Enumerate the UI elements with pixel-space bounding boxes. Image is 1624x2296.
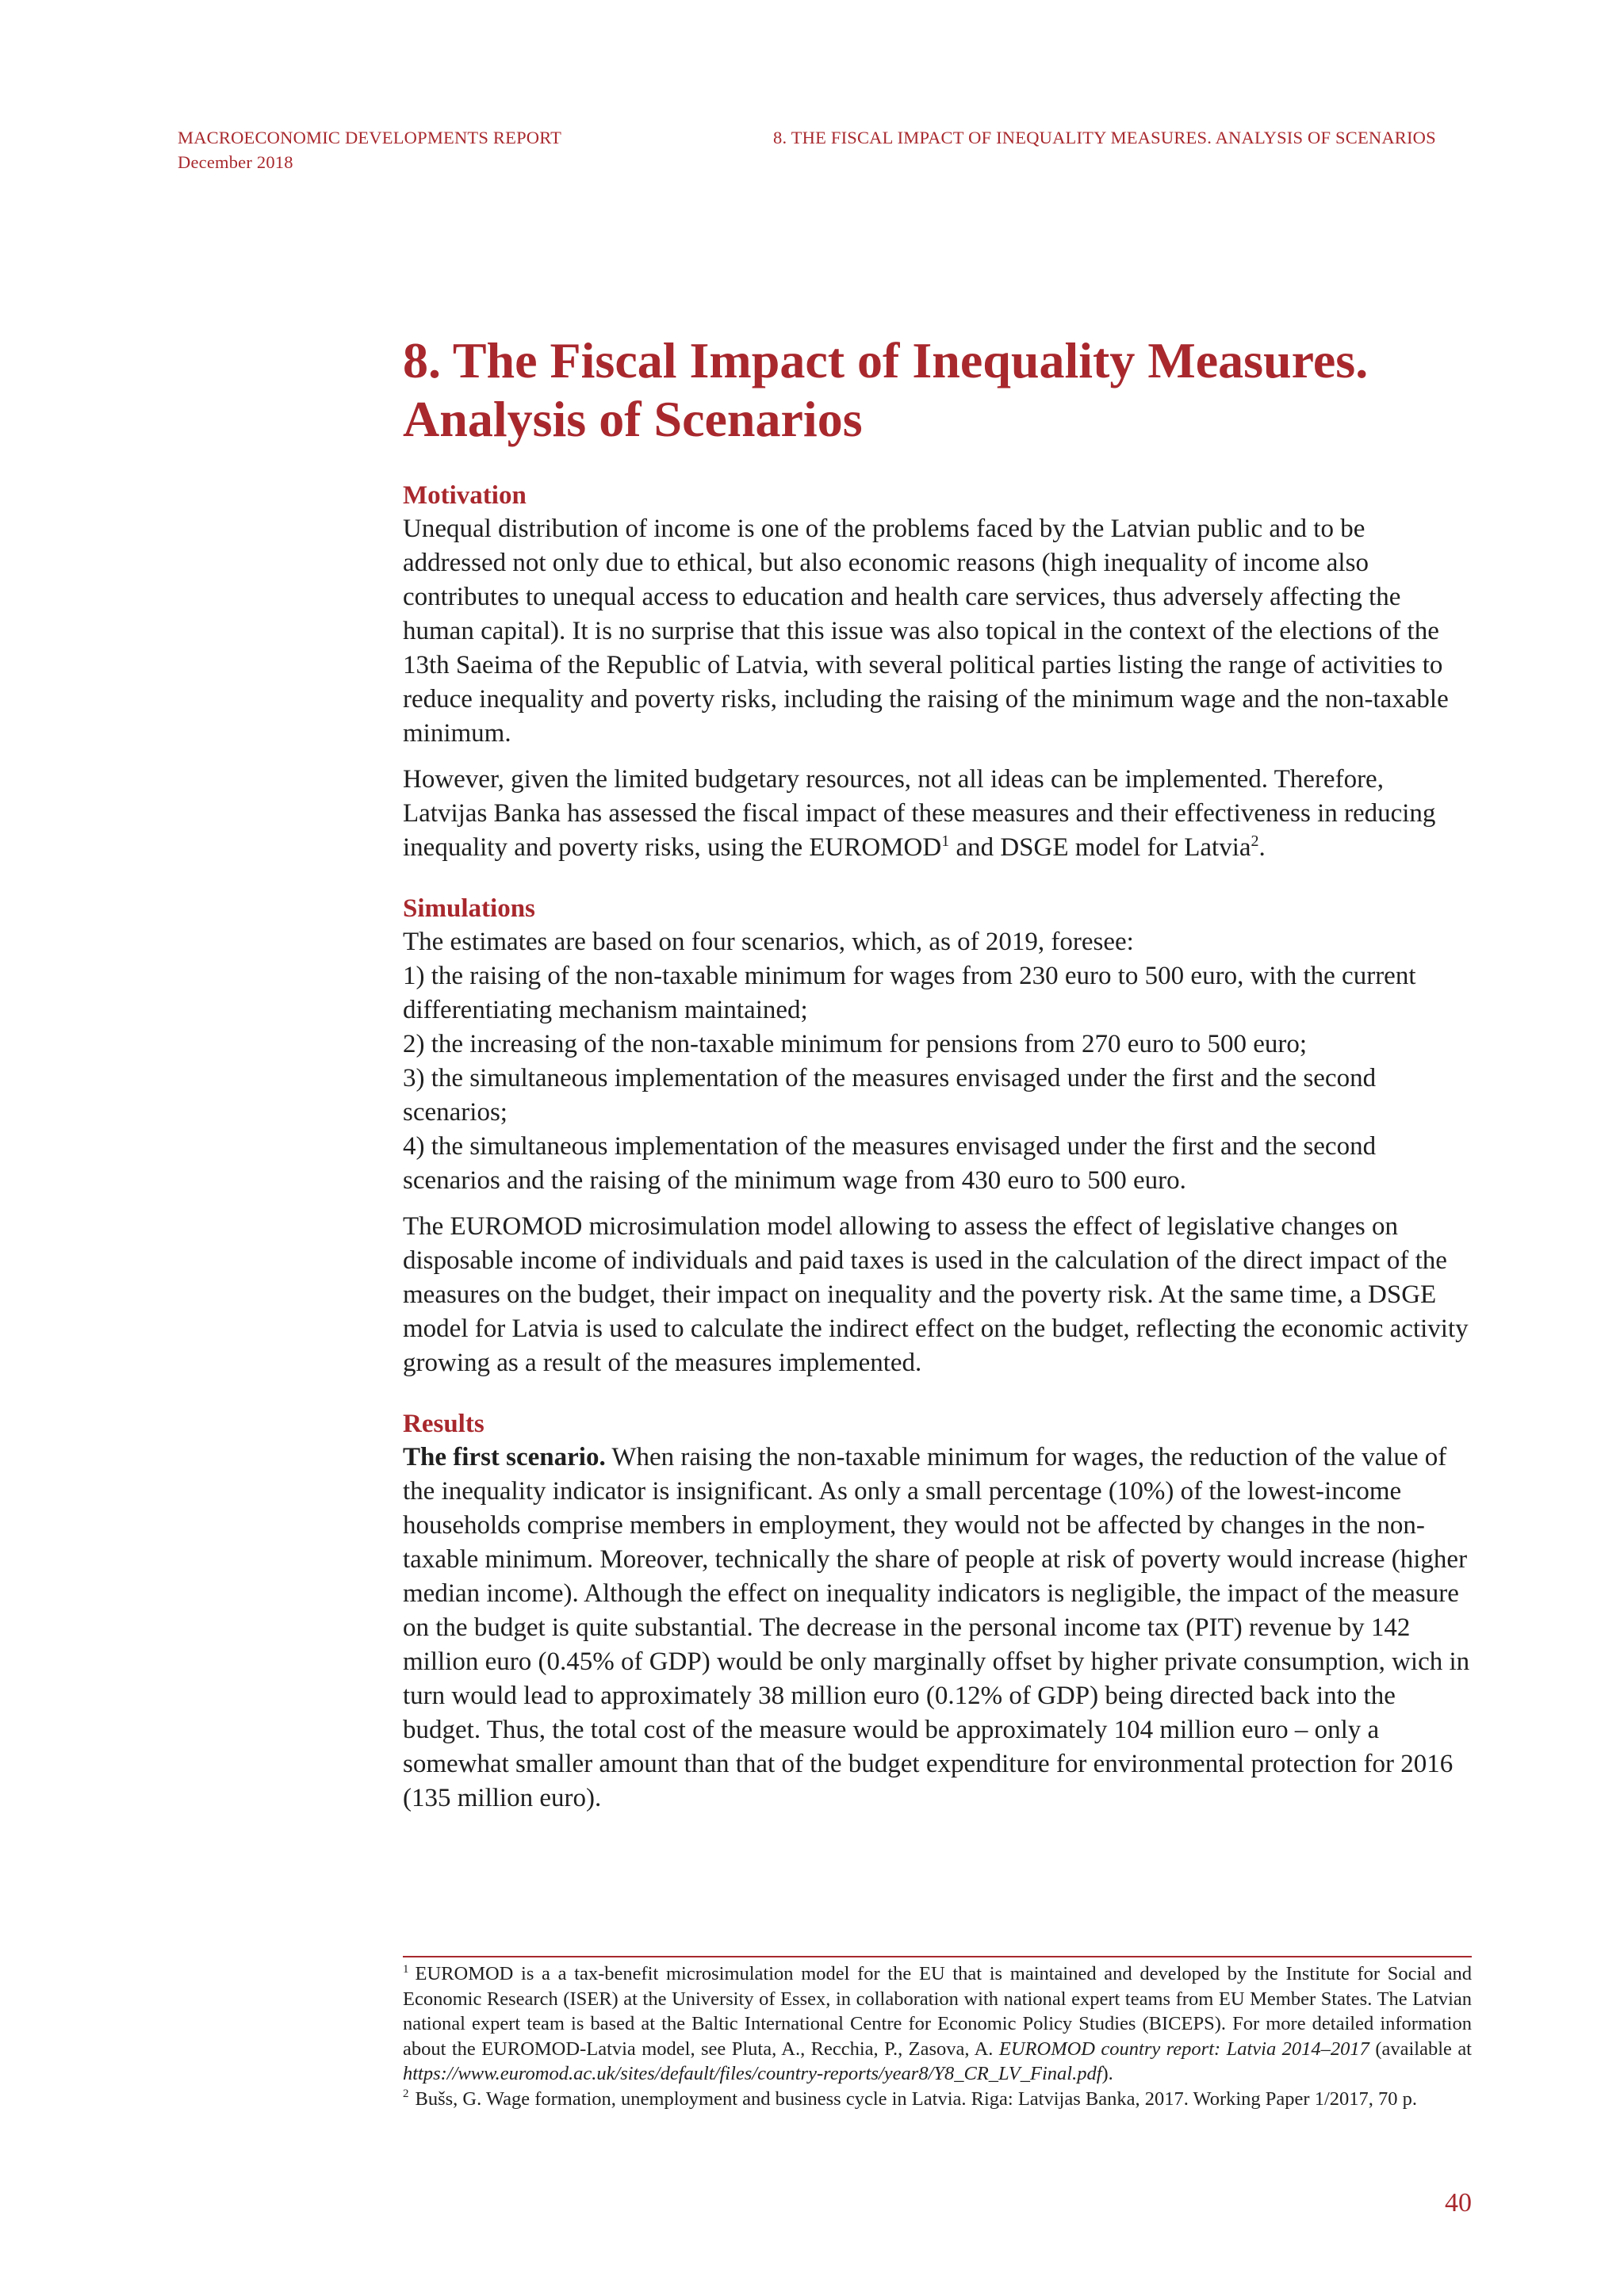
- scenario-item-4: 4) the simultaneous implementation of the measures envisaged under the first and the second scenarios and the raising of the minimum wage from 430 euro to 500 euro.: [403, 1132, 1377, 1195]
- chapter-title-line2: Analysis of Scenarios: [403, 391, 863, 447]
- footnote-1-available: (available at: [1369, 2038, 1472, 2060]
- page-number: 40: [1445, 2188, 1472, 2218]
- motivation-heading: Motivation: [403, 481, 527, 510]
- footnotes: [403, 1961, 1472, 2111]
- motivation-p2-text-b: and DSGE model for Latvia: [949, 833, 1251, 862]
- results-lead: The first scenario.: [403, 1443, 606, 1471]
- chapter-title-line1: 8. The Fiscal Impact of Inequality Measures.: [403, 332, 1369, 388]
- footnote-1-url-link[interactable]: https://www.euromod.ac.uk/sites/default/files/country-reports/year8/Y8_CR_LV_Final.pdf: [403, 2063, 1102, 2084]
- results-paragraph: [403, 1441, 1472, 1816]
- report-date: December 2018: [178, 152, 293, 172]
- main-content: [403, 331, 1472, 1827]
- footnote-1-mark: 1: [403, 1962, 409, 1976]
- running-header-left: [178, 125, 561, 174]
- footnote-1-text: EUROMOD is a a tax-benefit microsimulation model for the EU that is maintained and developed by the Institute for Social and Economic Research (ISER) at the University of Essex, in collaboration with national expert teams from EU Member States. The Latvian national expert team is based at the Baltic International Centre for Economic Policy Studies (BICEPS). For more detailed information about the EUROMOD-Latvia model, see Pluta, A., Recchia, P., Zasova, A.: [403, 1963, 1472, 2060]
- footnote-2-text: Bušs, G. Wage formation, unemployment and business cycle in Latvia. Riga: Latvijas Banka, 2017. Working Paper 1/2017, 70 p.: [415, 2087, 1417, 2110]
- simulations-heading: Simulations: [403, 894, 535, 923]
- footnote-2-mark: 2: [403, 2087, 409, 2101]
- scenario-item-2: 2) the increasing of the non-taxable minimum for pensions from 270 euro to 500 euro;: [403, 1030, 1308, 1058]
- motivation-p2-text-c: .: [1258, 833, 1266, 862]
- results-text: When raising the non-taxable minimum for wages, the reduction of the value of the inequality indicator is insignificant. As only a small percentage (10%) of the lowest-income households comprise members in employment, they would not be affected by changes in the non-taxable minimum. Moreover, technically the share of people at risk of poverty would increase (higher median income). Although the effect on inequality indicators is negligible, the impact of the measure on the budget is quite substantial. The decrease in the personal income tax (PIT) revenue by 142 million euro (0.45% of GDP) would be only marginally offset by higher private consumption, wich in turn would lead to approximately 38 million euro (0.12% of GDP) being directed back into the budget. Thus, the total cost of the measure would be approximately 104 million euro – only a somewhat smaller amount than that of the budget expenditure for environmental protection for 2016 (135 million euro).: [403, 1443, 1470, 1812]
- scenario-item-1: 1) the raising of the non-taxable minimum for wages from 230 euro to 500 euro, with the current differentiating mechanism maintained;: [403, 962, 1416, 1024]
- motivation-paragraph-2: [403, 763, 1472, 865]
- model-paragraph: The EUROMOD microsimulation model allowing to assess the effect of legislative changes on disposable income of individuals and paid taxes is used in the calculation of the direct impact of the measures on the budget, their impact on inequality and the poverty risk. At the same time, a DSGE model for Latvia is used to calculate the indirect effect on the budget, reflecting the economic activity growing as a result of the measures implemented.: [403, 1212, 1469, 1377]
- footnote-ref-1[interactable]: 1: [941, 832, 950, 850]
- footnote-2: [403, 2087, 1472, 2112]
- footnote-1-end: ).: [1101, 2063, 1113, 2084]
- results-heading: Results: [403, 1410, 485, 1438]
- report-title: MACROECONOMIC DEVELOPMENTS REPORT: [178, 128, 562, 147]
- scenario-item-3: 3) the simultaneous implementation of the measures envisaged under the first and the second scenarios;: [403, 1064, 1377, 1127]
- footnote-1-report-title: EUROMOD country report: Latvia 2014–2017: [998, 2038, 1369, 2060]
- simulations-intro: The estimates are based on four scenarios, which, as of 2019, foresee:: [403, 928, 1134, 956]
- chapter-title: [403, 331, 1472, 449]
- footnote-ref-2[interactable]: 2: [1251, 832, 1259, 850]
- running-header-right: 8. THE FISCAL IMPACT OF INEQUALITY MEASURES. ANALYSIS OF SCENARIOS: [773, 128, 1436, 147]
- footnote-divider: [403, 1956, 1472, 1957]
- motivation-paragraph-1: Unequal distribution of income is one of the problems faced by the Latvian public and to be addressed not only due to ethical, but also economic reasons (high inequality of income also contributes to unequal access to education and health care services, thus adversely affecting the human capital). It is no surprise that this issue was also topical in the context of the elections of the 13th Saeima of the Republic of Latvia, with several political parties listing the range of activities to reduce inequality and poverty risks, including the raising of the minimum wage and the non-taxable minimum.: [403, 515, 1449, 748]
- footnote-1: [403, 1961, 1472, 2087]
- motivation-p2-text-a: However, given the limited budgetary resources, not all ideas can be implemented. Therefore, Latvijas Banka has assessed the fiscal impact of these measures and their effectiveness in reducing inequality and poverty risks, using the EUROMOD: [403, 765, 1436, 862]
